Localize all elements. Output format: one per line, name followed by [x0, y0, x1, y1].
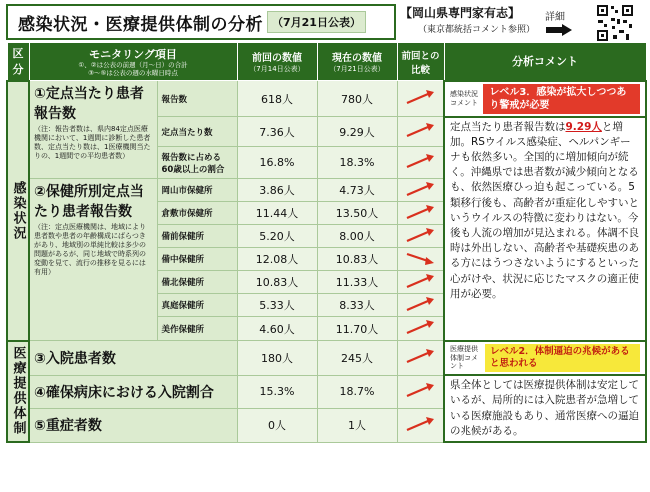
item-2: [29, 179, 157, 341]
col-comment: 分析コメント: [444, 43, 646, 81]
trend-up-arrow-icon: [405, 320, 435, 334]
item-3-title: ③入院患者数: [29, 341, 237, 376]
compare-cell: [397, 375, 444, 408]
trend-up-arrow-icon: [405, 205, 435, 219]
compare-cell: [397, 248, 444, 271]
trend-up-arrow-icon: [405, 154, 435, 168]
prev-value: 7.36人: [237, 117, 317, 147]
source-note: （東京都統括コメント参照）: [418, 25, 536, 35]
item-5-title: ⑤重症者数: [29, 409, 237, 442]
level-3-badge: レベル3．感染が拡大しつつあり警戒が必要: [483, 84, 640, 114]
prev-value: 618人: [237, 81, 317, 117]
arrow-right-icon: [546, 24, 572, 36]
infection-comment: [444, 117, 646, 341]
col-curr-date: （7月21日公表）: [329, 65, 385, 73]
title-date: （7月21日公表）: [267, 11, 366, 33]
row-label: 備前保健所: [157, 225, 237, 248]
row-label: 倉敷市保健所: [157, 202, 237, 225]
col-item-label: モニタリング項目: [89, 47, 177, 61]
col-curr-label: 現在の数値: [332, 53, 382, 64]
table-row: [7, 375, 646, 408]
trend-up-arrow-icon: [405, 274, 435, 288]
medical-level-cell: [444, 341, 646, 376]
prev-value: 3.86人: [237, 179, 317, 202]
trend-up-arrow-icon: [405, 349, 435, 363]
medical-comment-label: 医療提供体制コメント: [450, 345, 478, 371]
compare-cell: [397, 294, 444, 317]
item-1-title: ①定点当たり患者報告数: [34, 86, 144, 122]
prev-value: 10.83人: [237, 271, 317, 294]
category-infection: 感染状況: [7, 81, 29, 341]
prev-value: 15.3%: [237, 375, 317, 408]
prev-value: 16.8%: [237, 147, 317, 179]
highlight-value: 9.29人: [565, 120, 602, 133]
compare-cell: [397, 409, 444, 442]
qr-code-icon[interactable]: [586, 4, 644, 42]
item-1: [29, 81, 157, 179]
compare-cell: [397, 147, 444, 179]
prev-value: 0人: [237, 409, 317, 442]
col-prev: [237, 43, 317, 81]
row-label: 定点当たり数: [157, 117, 237, 147]
curr-value: 13.50人: [317, 202, 397, 225]
page-title: [6, 4, 396, 40]
trend-up-arrow-icon: [405, 383, 435, 397]
prev-value: 180人: [237, 341, 317, 376]
curr-value: 245人: [317, 341, 397, 376]
item-4-title: ④確保病床における入院割合: [29, 375, 237, 408]
detail-link[interactable]: 詳細: [545, 12, 565, 23]
col-compare: 前回との比較: [397, 43, 444, 81]
curr-value: 8.33人: [317, 294, 397, 317]
prev-value: 5.33人: [237, 294, 317, 317]
curr-value: 18.7%: [317, 375, 397, 408]
infection-text-a: 定点当たり患者報告数は: [450, 120, 566, 133]
prev-value: 11.44人: [237, 202, 317, 225]
table-row: [7, 81, 646, 117]
medical-level: [450, 344, 640, 373]
prev-value: 12.08人: [237, 248, 317, 271]
curr-value: 1人: [317, 409, 397, 442]
curr-value: 18.3%: [317, 147, 397, 179]
medical-comment: 県全体としては医療提供体制は安定しているが、局所的には入院患者が急増している医療施設もあり、通常医療への逼迫の兆候がある。: [444, 375, 646, 442]
compare-cell: [397, 81, 444, 117]
row-label: 備中保健所: [157, 248, 237, 271]
compare-cell: [397, 117, 444, 147]
compare-cell: [397, 202, 444, 225]
curr-value: 4.73人: [317, 179, 397, 202]
curr-value: 8.00人: [317, 225, 397, 248]
col-category: 区分: [7, 43, 29, 81]
curr-value: 11.70人: [317, 317, 397, 341]
prev-value: 4.60人: [237, 317, 317, 341]
source-label: 【岡山県専門家有志】: [400, 6, 521, 20]
table-row: [7, 341, 646, 376]
row-label: 報告数: [157, 81, 237, 117]
col-prev-label: 前回の数値: [252, 53, 302, 64]
trend-up-arrow-icon: [405, 123, 435, 137]
trend-up-arrow-icon: [405, 182, 435, 196]
item-1-note: （注：報告者数は、県内84定点医療機関において、1週間に診断した患者数、定点当たり数は、1医療機関当たりの、1週間での平均患者数）: [34, 125, 151, 161]
curr-value: 780人: [317, 81, 397, 117]
trend-up-arrow-icon: [405, 417, 435, 431]
col-prev-date: （7月14日公表）: [249, 65, 305, 73]
row-label: 真庭保健所: [157, 294, 237, 317]
category-medical: 医療提供体制: [7, 341, 29, 443]
compare-cell: [397, 317, 444, 341]
trend-up-arrow-icon: [405, 297, 435, 311]
compare-cell: [397, 225, 444, 248]
infection-text-b: と増加。RSウイルス感染症、ヘルパンギーナも依然多い。全国的に増加傾向が続く。沖縄県では患者数が減少傾向となるも、依然医療ひっ迫も起こっている。5類移行後も、高齢者が重症化しやすいというウイルスの特徴に変わりはない。今後も人流の増加が見込まれる。体調不良時は外出しない、高齢者や基礎疾患のある方にはうつさないようにするといった心がけや、状況に応じたマスクの適正使用が必要。: [450, 120, 639, 300]
infection-comment-label: 感染状況コメント: [450, 90, 478, 107]
compare-cell: [397, 271, 444, 294]
row-label: 備北保健所: [157, 271, 237, 294]
level-2-badge: レベル2．体制逼迫の兆候があると思われる: [485, 344, 640, 373]
monitoring-table: [6, 42, 647, 443]
col-item: [29, 43, 237, 81]
trend-up-arrow-icon: [405, 90, 435, 104]
row-label: 報告数に占める60歳以上の割合: [157, 147, 237, 179]
item-2-note: （注：定点医療機関は、地域により患者数や患者の年齢構成にばらつきがあり、地域別の単純比較は多少の問題があるが、同じ地域で時系列の変動を見て、流行の推移を見るには有用）: [34, 223, 146, 277]
title-text: 感染状況・医療提供体制の分析: [18, 14, 263, 35]
row-label: 美作保健所: [157, 317, 237, 341]
prev-value: 5.20人: [237, 225, 317, 248]
curr-value: 10.83人: [317, 248, 397, 271]
infection-level-cell: [444, 81, 646, 117]
col-item-note: ①、②は公表の前週（月～日）の合計 ③～⑤は公表の週の水曜日時点: [78, 60, 188, 77]
curr-value: 11.33人: [317, 271, 397, 294]
compare-cell: [397, 341, 444, 376]
trend-down-arrow-icon: [405, 251, 435, 265]
item-2-title: ②保健所別定点当たり患者報告数: [34, 184, 144, 220]
curr-value: 9.29人: [317, 117, 397, 147]
row-label: 岡山市保健所: [157, 179, 237, 202]
trend-up-arrow-icon: [405, 228, 435, 242]
infection-level: [450, 84, 640, 114]
compare-cell: [397, 179, 444, 202]
col-curr: [317, 43, 397, 81]
